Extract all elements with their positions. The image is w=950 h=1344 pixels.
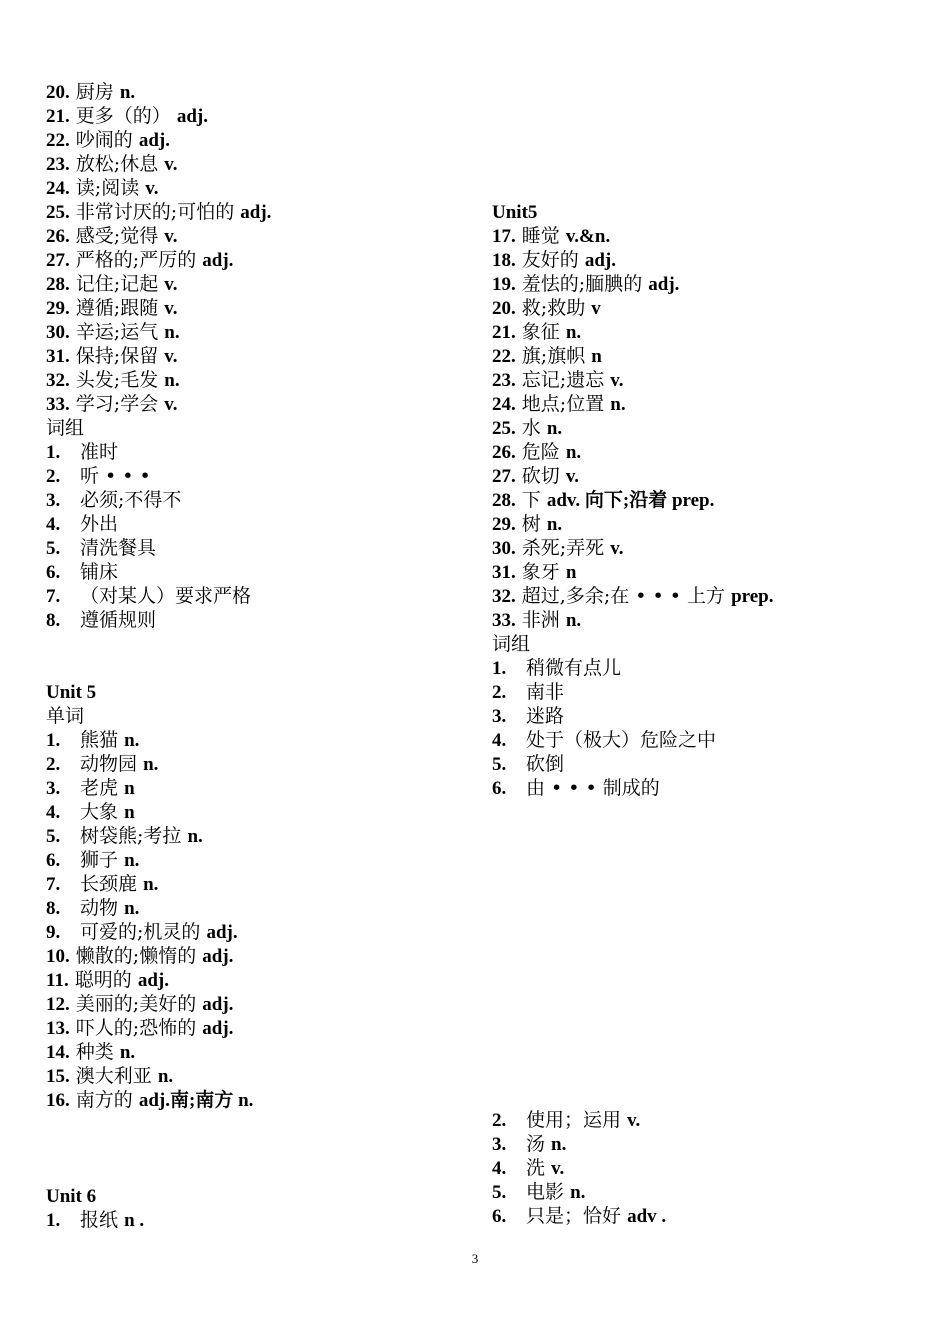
- part-of-speech: adj.: [202, 250, 234, 271]
- item-number: 15.: [46, 1066, 70, 1087]
- phrase-item: [46, 776, 135, 800]
- item-number: 20.: [492, 298, 516, 319]
- item-meaning: 非常讨厌的;可怕的: [75, 201, 235, 223]
- item-number: 25.: [492, 418, 516, 439]
- phrase-item: [46, 464, 151, 488]
- item-meaning: 大象: [80, 801, 119, 823]
- unit-heading-text: Unit5: [492, 202, 538, 223]
- item-meaning: 象牙: [521, 561, 560, 583]
- phrase-item: [46, 440, 118, 464]
- item-meaning: 象征: [521, 321, 560, 343]
- part-of-speech: n: [565, 562, 577, 583]
- item-number: 29.: [46, 298, 70, 319]
- item-number: 4.: [492, 730, 507, 751]
- section-label: [46, 416, 84, 440]
- item-number: 6.: [492, 778, 507, 799]
- item-number: 22.: [492, 346, 516, 367]
- vocab-item: [492, 344, 602, 368]
- vocab-item: [46, 968, 169, 992]
- item-number: 28.: [46, 274, 70, 295]
- item-number: 30.: [46, 322, 70, 343]
- vocab-item: [46, 272, 177, 296]
- item-number: 27.: [46, 250, 70, 271]
- vocab-item: [46, 248, 233, 272]
- unit-heading-text: Unit 6: [46, 1186, 97, 1207]
- vocab-item: [46, 200, 271, 224]
- section-label: [492, 632, 530, 656]
- item-number: 33.: [492, 610, 516, 631]
- item-number: 5.: [46, 826, 61, 847]
- item-meaning: 砍倒: [526, 753, 565, 775]
- phrase-item: [46, 920, 238, 944]
- item-meaning: 电影: [526, 1181, 565, 1203]
- part-of-speech: n.: [570, 1182, 586, 1203]
- item-meaning: 读;阅读: [75, 177, 140, 199]
- vocab-item: [492, 248, 616, 272]
- item-meaning: 吵闹的: [75, 129, 133, 151]
- item-number: 3.: [46, 490, 61, 511]
- unit-heading: [46, 1184, 96, 1208]
- phrase-item: [46, 896, 139, 920]
- part-of-speech: v.: [627, 1110, 641, 1131]
- item-number: 31.: [46, 346, 70, 367]
- item-meaning: 洗: [526, 1157, 546, 1179]
- phrase-item: [492, 704, 564, 728]
- part-of-speech: n.: [546, 514, 563, 535]
- part-of-speech: adj.: [206, 922, 238, 943]
- item-meaning: 杀死;弄死: [521, 537, 605, 559]
- item-number: 1.: [46, 442, 61, 463]
- item-meaning: 超过,多余;在 • • • 上方: [521, 585, 726, 607]
- phrase-item: [46, 848, 139, 872]
- item-number: 2.: [492, 1110, 507, 1131]
- vocab-item: [46, 344, 177, 368]
- part-of-speech: n.: [124, 730, 140, 751]
- vocab-item: [46, 944, 233, 968]
- phrase-item: [492, 1132, 566, 1156]
- item-meaning: 使用；运用: [526, 1109, 622, 1131]
- item-number: 30.: [492, 538, 516, 559]
- phrase-item: [46, 728, 139, 752]
- item-meaning: （对某人）要求严格: [80, 585, 252, 607]
- vocab-item: [492, 224, 610, 248]
- item-number: 13.: [46, 1018, 70, 1039]
- part-of-speech: v.: [551, 1158, 565, 1179]
- item-number: 1.: [46, 1210, 61, 1231]
- item-number: 9.: [46, 922, 61, 943]
- part-of-speech: adj.: [137, 970, 169, 991]
- item-meaning: 学习;学会: [75, 393, 159, 415]
- item-meaning: 种类: [75, 1041, 114, 1063]
- unit-heading-text: Unit 5: [46, 682, 97, 703]
- item-meaning: 熊猫: [80, 729, 119, 751]
- item-number: 17.: [492, 226, 516, 247]
- item-number: 19.: [492, 274, 516, 295]
- item-meaning: 保持;保留: [75, 345, 159, 367]
- section-label: [46, 704, 84, 728]
- vocab-item: [46, 1016, 233, 1040]
- item-number: 24.: [46, 178, 70, 199]
- item-meaning: 聪明的: [74, 969, 132, 991]
- item-number: 23.: [46, 154, 70, 175]
- item-number: 10.: [46, 946, 70, 967]
- phrase-item: [492, 1180, 585, 1204]
- item-number: 2.: [46, 466, 61, 487]
- part-of-speech: n.: [119, 1042, 136, 1063]
- item-number: 5.: [46, 538, 61, 559]
- phrase-item: [492, 1156, 564, 1180]
- part-of-speech: n.: [187, 826, 203, 847]
- item-number: 2.: [46, 754, 61, 775]
- item-number: 26.: [46, 226, 70, 247]
- item-number: 31.: [492, 562, 516, 583]
- item-meaning: 报纸: [80, 1209, 119, 1231]
- part-of-speech: v.&n.: [565, 226, 611, 247]
- part-of-speech: adv. 向下;沿着 prep.: [546, 490, 715, 511]
- item-meaning: 迷路: [526, 705, 565, 727]
- item-number: 32.: [492, 586, 516, 607]
- part-of-speech: v.: [164, 394, 178, 415]
- item-meaning: 睡觉: [521, 225, 560, 247]
- vocab-item: [492, 440, 581, 464]
- part-of-speech: adj.: [202, 1018, 234, 1039]
- part-of-speech: adj.: [202, 946, 234, 967]
- item-number: 3.: [492, 1134, 507, 1155]
- item-meaning: 吓人的;恐怖的: [75, 1017, 197, 1039]
- vocab-item: [492, 320, 581, 344]
- part-of-speech: n.: [124, 898, 140, 919]
- item-number: 21.: [492, 322, 516, 343]
- item-number: 12.: [46, 994, 70, 1015]
- item-meaning: 清洗餐具: [80, 537, 157, 559]
- vocab-item: [492, 608, 581, 632]
- vocab-item: [492, 368, 623, 392]
- phrase-item: [46, 752, 158, 776]
- item-meaning: 忘记;遗忘: [521, 369, 605, 391]
- phrase-item: [492, 656, 621, 680]
- item-meaning: 澳大利亚: [75, 1065, 152, 1087]
- item-number: 2.: [492, 682, 507, 703]
- part-of-speech: n.: [565, 610, 582, 631]
- vocab-item: [492, 416, 562, 440]
- item-meaning: 树: [521, 513, 541, 535]
- item-meaning: 美丽的;美好的: [75, 993, 197, 1015]
- item-number: 21.: [46, 106, 70, 127]
- part-of-speech: adj.: [138, 130, 171, 151]
- item-number: 1.: [492, 658, 507, 679]
- item-meaning: 长颈鹿: [80, 873, 138, 895]
- part-of-speech: adj.南;南方 n.: [138, 1090, 254, 1111]
- item-number: 24.: [492, 394, 516, 415]
- phrase-item: [46, 800, 135, 824]
- item-number: 1.: [46, 730, 61, 751]
- item-meaning: 南方的: [75, 1089, 133, 1111]
- item-meaning: 稍微有点儿: [526, 657, 622, 679]
- vocab-item: [492, 536, 623, 560]
- phrase-item: [492, 1204, 666, 1228]
- item-number: 6.: [46, 562, 61, 583]
- item-meaning: 地点;位置: [521, 393, 605, 415]
- part-of-speech: n: [124, 778, 135, 799]
- vocab-item: [46, 80, 135, 104]
- part-of-speech: n.: [164, 370, 180, 391]
- page-number: 3: [471, 1251, 479, 1266]
- part-of-speech: v.: [164, 154, 178, 175]
- item-meaning: 严格的;严厉的: [75, 249, 197, 271]
- part-of-speech: n .: [124, 1210, 145, 1231]
- item-meaning: 必须;不得不: [80, 489, 182, 511]
- item-number: 3.: [492, 706, 507, 727]
- phrase-item: [492, 752, 564, 776]
- part-of-speech: n.: [546, 418, 563, 439]
- vocab-item: [46, 104, 208, 128]
- item-meaning: 下: [521, 489, 541, 511]
- item-number: 20.: [46, 82, 70, 103]
- part-of-speech: n.: [119, 82, 136, 103]
- item-meaning: 铺床: [80, 561, 119, 583]
- vocab-item: [492, 272, 679, 296]
- vocab-item: [46, 368, 180, 392]
- item-meaning: 懒散的;懒惰的: [75, 945, 197, 967]
- item-meaning: 外出: [80, 513, 119, 535]
- vocab-item: [46, 1040, 135, 1064]
- vocab-item: [46, 152, 177, 176]
- item-meaning: 非洲: [521, 609, 560, 631]
- item-number: 33.: [46, 394, 70, 415]
- part-of-speech: n.: [164, 322, 180, 343]
- item-meaning: 听 • • •: [80, 465, 151, 487]
- item-meaning: 更多（的）: [75, 105, 171, 127]
- item-meaning: 友好的: [521, 249, 579, 271]
- vocab-item: [492, 584, 774, 608]
- item-number: 18.: [492, 250, 516, 271]
- phrase-item: [46, 1208, 144, 1232]
- item-meaning: 救;救助: [521, 297, 586, 319]
- item-meaning: 可爱的;机灵的: [80, 921, 201, 943]
- item-meaning: 汤: [526, 1133, 552, 1155]
- vocab-item: [492, 392, 626, 416]
- part-of-speech: v.: [164, 274, 178, 295]
- vocab-item: [492, 488, 714, 512]
- unit-heading: [492, 200, 537, 224]
- part-of-speech: v.: [565, 466, 580, 487]
- item-meaning: 由 • • • 制成的: [526, 777, 660, 799]
- vocab-item: [492, 464, 579, 488]
- part-of-speech: prep.: [731, 586, 774, 607]
- item-meaning: 旗;旗帜: [521, 345, 586, 367]
- part-of-speech: v.: [164, 346, 178, 367]
- part-of-speech: adv .: [627, 1206, 667, 1227]
- vocab-item: [46, 224, 177, 248]
- part-of-speech: v.: [610, 538, 624, 559]
- phrase-item: [492, 680, 564, 704]
- item-meaning: 感受;觉得: [75, 225, 159, 247]
- item-meaning: 危险: [521, 441, 560, 463]
- part-of-speech: n.: [610, 394, 626, 415]
- phrase-item: [46, 584, 251, 608]
- item-meaning: 南非: [526, 681, 565, 703]
- part-of-speech: v: [591, 298, 601, 319]
- item-number: 7.: [46, 874, 61, 895]
- item-meaning: 遵循规则: [80, 609, 157, 631]
- item-number: 4.: [492, 1158, 507, 1179]
- item-meaning: 辛运;运气: [75, 321, 159, 343]
- part-of-speech: n.: [565, 442, 582, 463]
- item-meaning: 放松;休息: [75, 153, 159, 175]
- item-meaning: 记住;记起: [75, 273, 159, 295]
- phrase-item: [46, 560, 118, 584]
- vocab-item: [492, 560, 576, 584]
- item-number: 32.: [46, 370, 70, 391]
- phrase-item: [46, 512, 118, 536]
- part-of-speech: n.: [124, 850, 140, 871]
- item-meaning: 只是；恰好: [526, 1205, 622, 1227]
- item-meaning: 准时: [80, 441, 119, 463]
- phrase-item: [492, 728, 716, 752]
- item-number: 23.: [492, 370, 516, 391]
- part-of-speech: n.: [157, 1066, 174, 1087]
- item-meaning: 头发;毛发: [75, 369, 159, 391]
- item-number: 5.: [492, 754, 507, 775]
- part-of-speech: adj.: [648, 274, 680, 295]
- item-number: 8.: [46, 898, 61, 919]
- part-of-speech: v.: [164, 226, 178, 247]
- item-number: 27.: [492, 466, 516, 487]
- phrase-item: [492, 776, 660, 800]
- phrase-item: [46, 488, 181, 512]
- phrase-item: [492, 1108, 640, 1132]
- part-of-speech: v.: [610, 370, 624, 391]
- part-of-speech: n: [124, 802, 135, 823]
- item-number: 3.: [46, 778, 61, 799]
- unit-heading: [46, 680, 96, 704]
- part-of-speech: adj.: [240, 202, 272, 223]
- vocab-item: [46, 296, 177, 320]
- part-of-speech: v.: [164, 298, 178, 319]
- phrase-item: [46, 536, 156, 560]
- item-meaning: 羞怯的;腼腆的: [521, 273, 643, 295]
- part-of-speech: v.: [145, 178, 159, 199]
- item-meaning: 厨房: [75, 81, 114, 103]
- item-meaning: 遵循;跟随: [75, 297, 159, 319]
- item-number: 14.: [46, 1042, 70, 1063]
- vocab-item: [492, 296, 601, 320]
- section-label-text: 单词: [46, 705, 85, 727]
- vocab-item: [46, 392, 177, 416]
- item-meaning: 处于（极大）危险之中: [526, 729, 717, 751]
- item-number: 4.: [46, 802, 61, 823]
- section-label-text: 词组: [46, 417, 85, 439]
- vocab-item: [46, 320, 180, 344]
- item-number: 26.: [492, 442, 516, 463]
- vocab-item: [492, 512, 562, 536]
- item-number: 11.: [46, 970, 69, 991]
- part-of-speech: n.: [143, 874, 159, 895]
- section-label-text: 词组: [492, 633, 531, 655]
- part-of-speech: n.: [551, 1134, 567, 1155]
- vocab-item: [46, 992, 233, 1016]
- item-number: 6.: [46, 850, 61, 871]
- vocab-item: [46, 176, 158, 200]
- item-meaning: 水: [521, 417, 541, 439]
- item-meaning: 老虎: [80, 777, 119, 799]
- item-meaning: 树袋熊;考拉: [80, 825, 182, 847]
- item-number: 25.: [46, 202, 70, 223]
- vocab-item: [46, 1064, 173, 1088]
- part-of-speech: n: [591, 346, 602, 367]
- part-of-speech: adj.: [584, 250, 617, 271]
- item-number: 28.: [492, 490, 516, 511]
- item-number: 29.: [492, 514, 516, 535]
- phrase-item: [46, 824, 203, 848]
- item-number: 8.: [46, 610, 61, 631]
- item-number: 4.: [46, 514, 61, 535]
- phrase-item: [46, 872, 158, 896]
- item-number: 5.: [492, 1182, 507, 1203]
- item-meaning: 动物园: [80, 753, 138, 775]
- item-number: 7.: [46, 586, 61, 607]
- vocab-item: [46, 128, 170, 152]
- part-of-speech: adj.: [202, 994, 234, 1015]
- item-number: 6.: [492, 1206, 507, 1227]
- item-number: 16.: [46, 1090, 70, 1111]
- item-meaning: 狮子: [80, 849, 119, 871]
- item-number: 22.: [46, 130, 70, 151]
- item-meaning: 砍切: [521, 465, 560, 487]
- part-of-speech: n.: [143, 754, 159, 775]
- part-of-speech: adj.: [176, 106, 209, 127]
- vocab-item: [46, 1088, 253, 1112]
- part-of-speech: n.: [565, 322, 582, 343]
- item-meaning: 动物: [80, 897, 119, 919]
- phrase-item: [46, 608, 156, 632]
